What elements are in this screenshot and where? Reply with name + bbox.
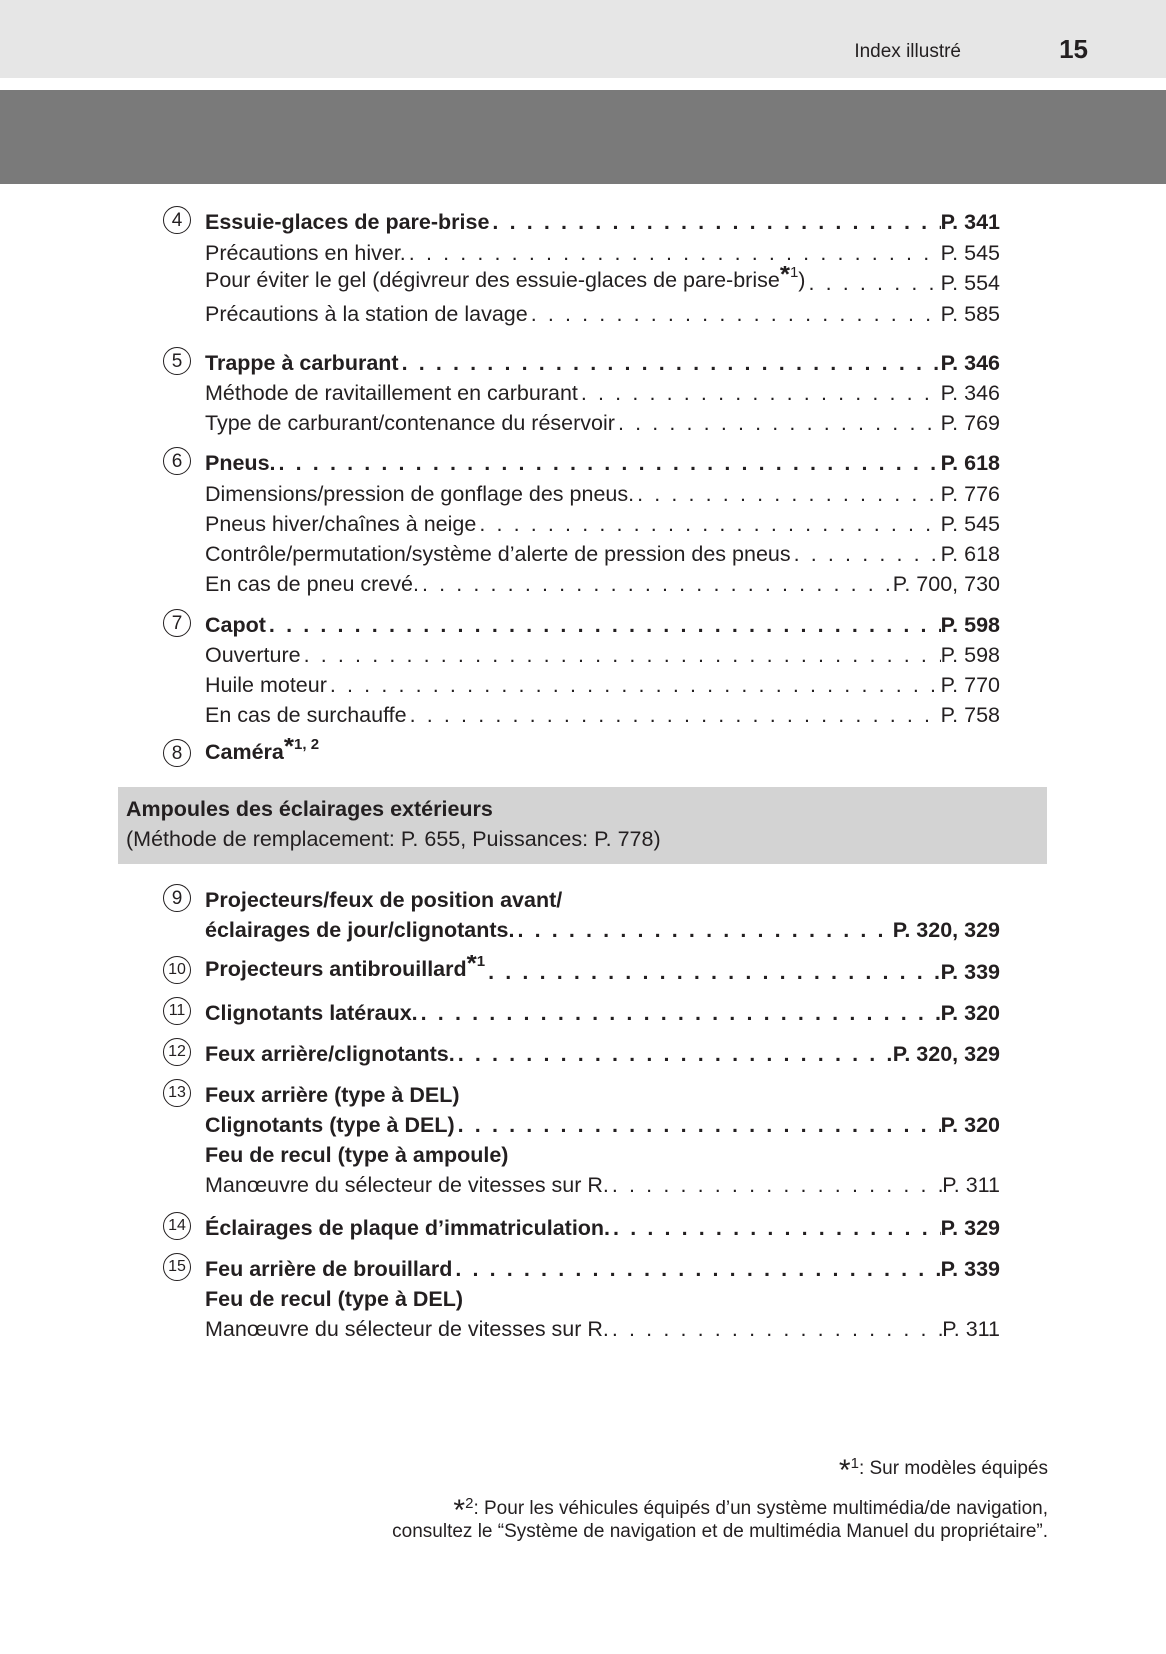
- entry-label-text: Clignotants latéraux.: [205, 1001, 418, 1025]
- item-number-badge: 9: [163, 884, 191, 912]
- entry-label-text: Capot: [205, 613, 266, 637]
- entry-label: [205, 240, 406, 266]
- entry-label: [205, 642, 301, 668]
- item-number-badge: 6: [163, 447, 191, 475]
- page-reference: P. 618: [940, 542, 1000, 566]
- footnote-1-text: : Sur modèles équipés: [858, 1458, 1048, 1479]
- page-reference: P. 346: [940, 381, 1000, 405]
- index-entry: [205, 537, 1000, 567]
- entry-label: [205, 1286, 463, 1312]
- entry-label: [205, 1112, 455, 1138]
- page-reference: P. 320, 329: [892, 918, 1000, 942]
- entry-label-text: Pour éviter le gel (dégivreur des essuie-glaces de pare-brise: [205, 268, 780, 292]
- entry-label-text: Contrôle/permutation/système d’alerte de pression des pneus: [205, 542, 791, 566]
- dot-leader: [476, 511, 940, 537]
- index-entry: [205, 883, 1000, 913]
- entry-label: [205, 955, 485, 985]
- entry-label-text: Type de carburant/contenance du réservoir: [205, 411, 615, 435]
- dot-leader: [407, 702, 941, 728]
- index-entry: [205, 1282, 1000, 1312]
- entry-label: [205, 541, 791, 567]
- index-entry: [205, 668, 1000, 698]
- entry-label: [205, 702, 407, 728]
- page-reference: P. 320, 329: [892, 1042, 1000, 1066]
- entry-label: [205, 571, 419, 597]
- index-entry: [205, 996, 1000, 1026]
- index-entry: [205, 266, 1000, 296]
- entry-label-text: Projecteurs/feux de position avant/: [205, 888, 563, 912]
- dot-leader: [399, 350, 941, 376]
- footnote-star: *: [453, 1494, 466, 1527]
- footnote-star: *: [838, 1454, 851, 1487]
- dot-leader: [634, 481, 941, 507]
- page-header-bar: [0, 0, 1166, 78]
- entry-label-text: Pneus hiver/chaînes à neige: [205, 512, 477, 536]
- section-title: Index illustré: [854, 41, 961, 62]
- index-entry: [205, 698, 1000, 728]
- dot-leader: [489, 209, 940, 235]
- page-reference: P. 320: [940, 1001, 1000, 1025]
- entry-label: [205, 1256, 452, 1282]
- page-reference: P. 585: [940, 302, 1000, 326]
- page-reference: P. 341: [940, 210, 1000, 234]
- dot-leader: [615, 410, 941, 436]
- dot-leader: [327, 672, 941, 698]
- item-number-badge: 5: [163, 347, 191, 375]
- index-entry: [205, 1252, 1000, 1282]
- entry-label: [205, 380, 578, 406]
- entry-label: [205, 511, 476, 537]
- page-reference: P. 598: [940, 643, 1000, 667]
- dot-leader: [791, 541, 941, 567]
- entry-label: [205, 301, 528, 327]
- entry-label-text: En cas de surchauffe: [205, 703, 407, 727]
- dot-leader: [514, 917, 892, 943]
- page-reference: P. 320: [940, 1113, 1000, 1137]
- item-number-badge: 13: [163, 1079, 191, 1107]
- entry-label-text: Éclairages de plaque d’immatriculation.: [205, 1216, 611, 1240]
- entry-label: [205, 1041, 455, 1067]
- footnote-2-continued: consultez le “Système de navigation et de multimédia Manuel du propriétaire”.: [392, 1521, 1048, 1542]
- entry-label: [205, 481, 634, 507]
- footnote-2: [453, 1488, 1048, 1527]
- index-entry: [205, 1168, 1000, 1198]
- entry-label-text: Précautions en hiver.: [205, 241, 406, 265]
- index-entry: [205, 638, 1000, 668]
- index-entry: [205, 1312, 1000, 1342]
- dot-leader: [610, 1215, 941, 1241]
- section-heading: Ampoules des éclairages extérieurs: [126, 797, 493, 821]
- index-entry: [205, 1211, 1000, 1241]
- index-entry: [205, 913, 1000, 943]
- index-entry: [205, 376, 1000, 406]
- entry-label: [205, 266, 805, 296]
- entry-label: [205, 410, 615, 436]
- page-reference: P. 346: [940, 351, 1000, 375]
- footnote-ref: 1, 2: [294, 738, 320, 753]
- index-entry: [205, 738, 1000, 768]
- item-number-badge: 15: [163, 1253, 191, 1281]
- entry-label-text: Feu de recul (type à DEL): [205, 1287, 464, 1311]
- entry-label: [205, 612, 266, 638]
- index-entry: [205, 567, 1000, 597]
- dot-leader: [455, 1112, 941, 1138]
- index-entry: [205, 507, 1000, 537]
- item-number-badge: 11: [163, 997, 191, 1025]
- dot-leader: [578, 380, 941, 406]
- entry-label: [205, 917, 514, 943]
- page-reference: P. 554: [940, 271, 1000, 295]
- index-entry: [205, 1108, 1000, 1138]
- entry-label-text: Trappe à carburant: [205, 351, 399, 375]
- dot-leader: [528, 301, 941, 327]
- entry-label: [205, 209, 489, 235]
- item-number-badge: 8: [163, 739, 191, 767]
- index-entry: [205, 1078, 1000, 1108]
- page-reference: P. 598: [940, 613, 1000, 637]
- entry-label-text: Projecteurs antibrouillard: [205, 957, 467, 981]
- entry-label-text: Ouverture: [205, 643, 301, 667]
- item-number-badge: 14: [163, 1212, 191, 1240]
- entry-label: [205, 1142, 508, 1168]
- page-reference: P. 329: [940, 1216, 1000, 1240]
- page-reference: P. 339: [940, 1257, 1000, 1281]
- footnote-ref: 1: [789, 266, 799, 281]
- footnote-1-number: 1: [850, 1455, 859, 1472]
- index-entry: [205, 477, 1000, 507]
- entry-label-text: Caméra: [205, 740, 284, 764]
- index-entry: [205, 346, 1000, 376]
- index-entry: [205, 406, 1000, 436]
- page-reference: P. 545: [940, 241, 1000, 265]
- page-reference: P. 311: [942, 1317, 1000, 1341]
- entry-label-text: Feu arrière de brouillard: [205, 1257, 453, 1281]
- entry-label: [205, 887, 562, 913]
- entry-label: [205, 738, 319, 768]
- entry-label: [205, 1000, 418, 1026]
- item-number-badge: 7: [163, 609, 191, 637]
- dot-leader: [805, 270, 940, 296]
- entry-label: [205, 1316, 609, 1342]
- entry-label-text: Feux arrière (type à DEL): [205, 1083, 460, 1107]
- entry-label-text: Manœuvre du sélecteur de vitesses sur R.: [205, 1317, 609, 1341]
- page-reference: P. 311: [942, 1173, 1000, 1197]
- section-subtitle: (Méthode de remplacement: P. 655, Puissances: P. 778): [126, 827, 661, 851]
- entry-label: [205, 350, 399, 376]
- footnote-star: *: [466, 955, 477, 978]
- dot-leader: [419, 571, 893, 597]
- item-number-badge: 4: [163, 206, 191, 234]
- index-entry: [205, 1138, 1000, 1168]
- index-entry: [205, 1037, 1000, 1067]
- dot-leader: [301, 642, 941, 668]
- page-reference: P. 758: [940, 703, 1000, 727]
- page-reference: P. 769: [940, 411, 1000, 435]
- entry-label-text: Dimensions/pression de gonflage des pneus.: [205, 482, 635, 506]
- page-reference: P. 339: [940, 960, 1000, 984]
- page-reference: P. 545: [940, 512, 1000, 536]
- entry-label: [205, 1172, 609, 1198]
- dot-leader: [609, 1316, 942, 1342]
- dot-leader: [276, 450, 941, 476]
- dot-leader: [266, 612, 941, 638]
- index-entry: [205, 236, 1000, 266]
- entry-label-text: Feu de recul (type à ampoule): [205, 1143, 509, 1167]
- entry-label-text: Feux arrière/clignotants.: [205, 1042, 455, 1066]
- entry-label: [205, 1082, 460, 1108]
- footnote-2-number: 2: [465, 1495, 474, 1512]
- footnote-star: *: [779, 266, 790, 289]
- page-reference: P. 618: [940, 451, 1000, 475]
- entry-label-text: Manœuvre du sélecteur de vitesses sur R.: [205, 1173, 609, 1197]
- index-entry: [205, 205, 1000, 235]
- page-number: 15: [1059, 34, 1088, 64]
- item-number-badge: 10: [163, 956, 191, 984]
- dot-leader: [418, 1000, 941, 1026]
- page-reference: P. 700, 730: [892, 572, 1000, 596]
- entry-label-close: ): [798, 268, 806, 292]
- footnote-star: *: [283, 738, 295, 761]
- dot-leader: [406, 240, 941, 266]
- entry-label: [205, 672, 327, 698]
- entry-label-text: Précautions à la station de lavage: [205, 302, 528, 326]
- dot-leader: [485, 959, 940, 985]
- entry-label-text: Méthode de ravitaillement en carburant: [205, 381, 578, 405]
- page-reference: P. 776: [940, 482, 1000, 506]
- index-entry: [205, 608, 1000, 638]
- entry-label-text: Clignotants (type à DEL): [205, 1113, 455, 1137]
- index-entry: [205, 297, 1000, 327]
- footnote-ref: 1: [476, 955, 486, 970]
- entry-label-text: Huile moteur: [205, 673, 327, 697]
- header-band: [0, 90, 1166, 184]
- item-number-badge: 12: [163, 1038, 191, 1066]
- footnote-2-text: : Pour les véhicules équipés d’un système multimédia/de navigation,: [473, 1498, 1048, 1519]
- entry-label-text: éclairages de jour/clignotants.: [205, 918, 515, 942]
- index-entry: [205, 955, 1000, 985]
- entry-label: [205, 1215, 610, 1241]
- footnote-1: [838, 1448, 1048, 1487]
- dot-leader: [455, 1041, 893, 1067]
- entry-label-text: Essuie-glaces de pare-brise: [205, 210, 490, 234]
- entry-label-text: En cas de pneu crevé.: [205, 572, 419, 596]
- dot-leader: [452, 1256, 940, 1282]
- index-entry: [205, 446, 1000, 476]
- entry-label: [205, 450, 276, 476]
- page-reference: P. 770: [940, 673, 1000, 697]
- entry-label-text: Pneus.: [205, 451, 276, 475]
- dot-leader: [609, 1172, 942, 1198]
